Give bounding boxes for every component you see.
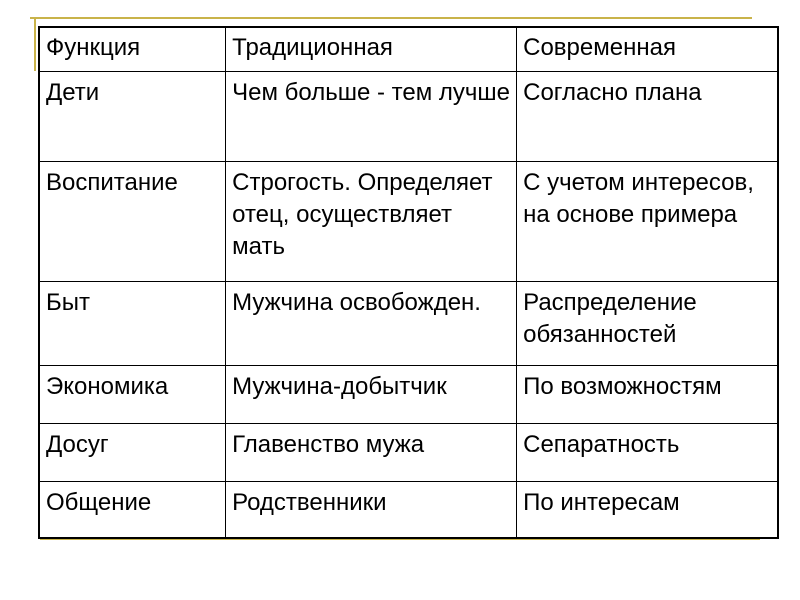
table-row bbox=[39, 481, 778, 538]
table-header-row bbox=[39, 27, 778, 71]
header-cell-function: Функция bbox=[39, 27, 226, 71]
table-cell-traditional: Главенство мужа bbox=[226, 423, 517, 481]
decorative-top-line bbox=[30, 17, 752, 19]
table-cell-traditional: Чем больше - тем лучше bbox=[226, 71, 517, 161]
table-cell-function: Быт bbox=[39, 281, 226, 365]
table-cell-function: Экономика bbox=[39, 365, 226, 423]
table-cell-function: Общение bbox=[39, 481, 226, 538]
table-cell-modern: Распределение обязанностей bbox=[517, 281, 778, 365]
decorative-left-line bbox=[34, 17, 36, 71]
table-cell-traditional: Мужчина-добытчик bbox=[226, 365, 517, 423]
table-row bbox=[39, 423, 778, 481]
table-cell-function: Воспитание bbox=[39, 161, 226, 281]
table-cell-modern: Согласно плана bbox=[517, 71, 778, 161]
table-cell-modern: С учетом интересов, на основе примера bbox=[517, 161, 778, 281]
table-cell-modern: По возможностям bbox=[517, 365, 778, 423]
table-cell-modern: По интересам bbox=[517, 481, 778, 538]
table-cell-traditional: Мужчина освобожден. bbox=[226, 281, 517, 365]
table-row bbox=[39, 281, 778, 365]
header-cell-traditional: Традиционная bbox=[226, 27, 517, 71]
table-cell-function: Досуг bbox=[39, 423, 226, 481]
header-cell-modern: Современная bbox=[517, 27, 778, 71]
comparison-table bbox=[38, 26, 779, 539]
table-cell-traditional: Строгость. Определяет отец, осуществляет мать bbox=[226, 161, 517, 281]
table-row bbox=[39, 161, 778, 281]
table-cell-traditional: Родственники bbox=[226, 481, 517, 538]
table-cell-modern: Сепаратность bbox=[517, 423, 778, 481]
table-row bbox=[39, 71, 778, 161]
table-cell-function: Дети bbox=[39, 71, 226, 161]
table-row bbox=[39, 365, 778, 423]
